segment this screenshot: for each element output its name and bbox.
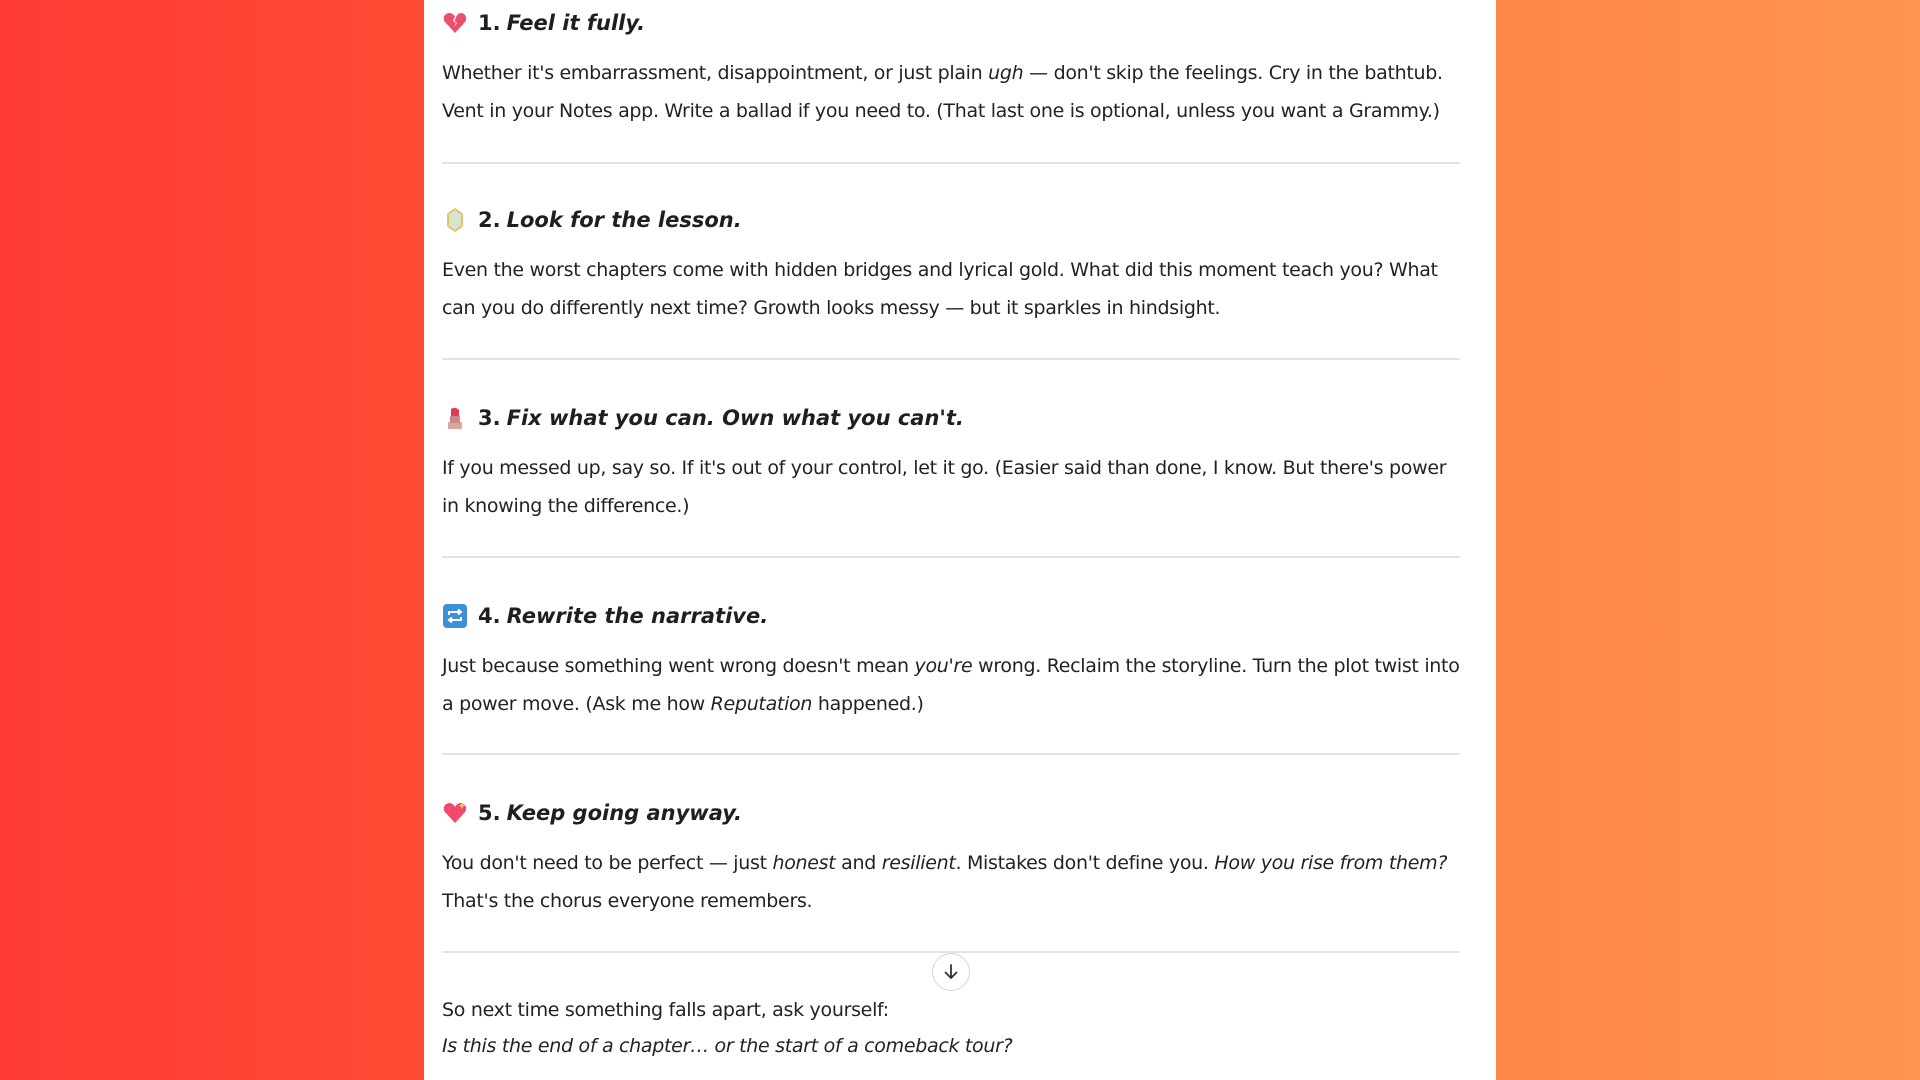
tip-title: Feel it fully. [506,11,646,35]
broken-heart-icon [442,10,468,36]
divider [442,162,1460,164]
repeat-icon [442,603,468,629]
tip-heading [442,601,768,631]
tip-heading [442,798,742,828]
outro-question-intro: So next time something falls apart, ask yourself: [442,999,889,1021]
lipstick-icon [442,405,468,431]
tip-heading [442,205,742,235]
scroll-to-bottom-button[interactable] [932,953,970,991]
body-text: You don't need to be perfect — just [442,852,773,874]
chat-panel [424,0,1496,1080]
tip-body [442,449,1460,525]
body-text: If you messed up, say so. If it's out of your control, let it go. (Easier said than done, I know. But there's power in knowing the difference.) [442,457,1447,517]
tip-number: 5. [478,801,501,825]
emphasis-text: honest [772,852,836,874]
tip-body [442,647,1460,723]
tip-body [442,844,1460,920]
tip-title: Fix what you can. Own what you can't. [506,406,964,430]
emphasis-text: resilient [881,852,956,874]
body-text: wrong. Reclaim the storyline. Turn the plot twist into a power move. (Ask me how [442,655,1460,715]
tip-body [442,251,1460,327]
tip-number: 1. [478,11,501,35]
emphasis-text: you're [914,655,973,677]
body-text: happened.) [812,693,924,715]
crystal-icon [442,207,468,233]
emphasis-text: How you rise from them? [1214,852,1448,874]
tip-title: Look for the lesson. [506,208,742,232]
tip-number: 3. [478,406,501,430]
body-text: Even the worst chapters come with hidden bridges and lyrical gold. What did this moment teach you? What can you do differently next time? Growth looks messy — but it sparkles in hindsight. [442,259,1438,319]
body-text: Just because something went wrong doesn't mean [442,655,915,677]
outro-question: Is this the end of a chapter… or the start of a comeback tour? [442,1035,1013,1057]
body-text: That's the chorus everyone remembers. [442,890,813,912]
emphasis-text: Reputation [710,693,813,715]
emphasis-text: ugh [988,62,1024,84]
divider [442,556,1460,558]
tip-number: 4. [478,604,501,628]
body-text: — don't skip the feelings. Cry in the bathtub. Vent in your Notes app. Write a ballad if you need to. (That last one is optional, unless you want a Grammy.) [442,62,1443,122]
sparkling-heart-icon [442,800,468,826]
tip-heading [442,8,645,38]
body-text: Whether it's embarrassment, disappointment, or just plain [442,62,989,84]
tip-number: 2. [478,208,501,232]
arrow-down-icon [942,963,960,981]
tip-title: Rewrite the narrative. [506,604,769,628]
body-text: and [835,852,882,874]
tip-body [442,54,1460,130]
tip-heading [442,403,964,433]
divider [442,753,1460,755]
body-text: . Mistakes don't define you. [955,852,1215,874]
divider [442,358,1460,360]
tip-title: Keep going anyway. [506,801,742,825]
